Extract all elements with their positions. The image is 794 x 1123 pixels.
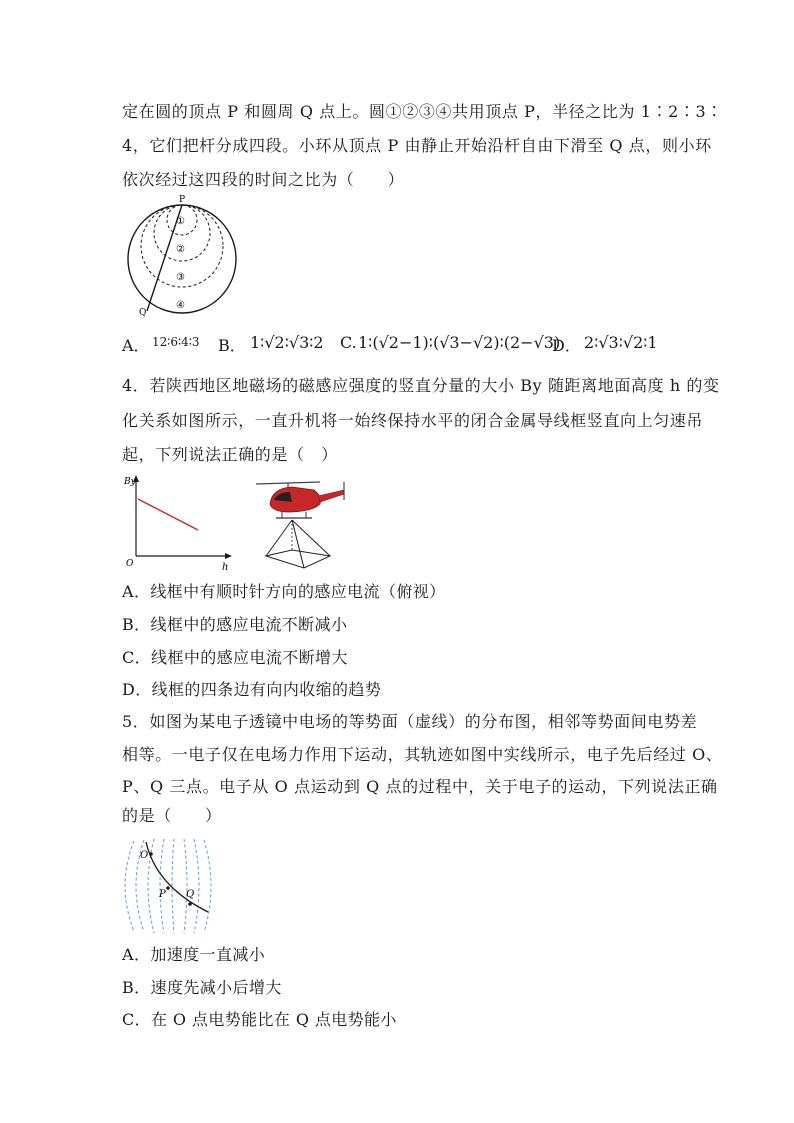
q3-option-d-value: 2∶√3∶√2∶1	[584, 333, 658, 352]
label-q: Q	[186, 889, 195, 900]
x-axis-label: h	[222, 562, 229, 572]
x-axis-arrow	[225, 553, 232, 559]
point-q	[188, 902, 192, 906]
q4-line-3: 起，下列说法正确的是（ ）	[122, 445, 338, 464]
q3-line-3: 依次经过这四段的时间之比为（ ）	[122, 170, 405, 189]
q4-line-2: 化关系如图所示，一直升机将一始终保持水平的闭合金属导线框竖直向上匀速吊	[122, 411, 704, 430]
q4-option-a: A．线框中有顺时针方向的感应电流（俯视）	[122, 582, 446, 601]
label-c4: ④	[176, 300, 185, 311]
q3-line-1: 定在圆的顶点 P 和圆周 Q 点上。圆①②③④共用顶点 P，半径之比为 1∶2∶3∶	[122, 102, 723, 121]
helicopter-tail	[318, 490, 344, 502]
point-p	[166, 886, 170, 890]
label-c2: ②	[176, 244, 185, 255]
q4-line-1: 4．若陕西地区地磁场的磁感应强度的竖直分量的大小 By 随距离地面高度 h 的变	[122, 376, 720, 395]
q3-option-b-label: B．	[218, 336, 246, 355]
q4-option-d: D．线框的四条边有向内收缩的趋势	[122, 680, 382, 699]
q5-line-2: 相等。一电子仅在电场力作用下运动，其轨迹如图中实线所示，电子先后经过 O、	[122, 745, 723, 764]
label-c3: ③	[176, 272, 185, 283]
label-o: O	[140, 850, 149, 861]
q5-option-b: B．速度先减小后增大	[122, 978, 282, 997]
q3-option-d-label: D．	[552, 336, 581, 355]
wire-frame	[266, 550, 330, 568]
q4-option-b: B．线框中的感应电流不断减小	[122, 615, 348, 634]
q5-option-c: C．在 O 点电势能比在 Q 点电势能小	[122, 1010, 397, 1029]
label-c1: ①	[176, 216, 185, 227]
q3-option-c-value: 1∶(√2−1)∶(√3−√2)∶(2−√3)	[358, 333, 561, 352]
q3-circles-figure	[122, 193, 242, 318]
q3-option-a-label: A．	[122, 336, 150, 355]
q3-line-2: 4，它们把杆分成四段。小环从顶点 P 由静止开始沿杆自由下滑至 Q 点，则小环	[122, 136, 712, 155]
q3-option-b-value: 1∶√2∶√3∶2	[250, 333, 324, 352]
q3-option-a-value: 12∶6∶4∶3	[152, 335, 200, 349]
equipotential-lines	[125, 839, 211, 933]
q5-equipotential-figure	[122, 838, 220, 934]
by-h-line	[138, 499, 198, 530]
y-axis-label: By	[124, 477, 136, 487]
origin-label: O	[126, 559, 134, 569]
q3-options	[122, 333, 682, 355]
label-p: P	[159, 889, 166, 900]
q5-line-4: 的是（ ）	[122, 806, 222, 825]
q5-option-a: A．加速度一直减小	[122, 945, 266, 964]
q5-line-3: P、Q 三点。电子从 O 点运动到 Q 点的过程中，关于电子的运动，下列说法正确	[122, 777, 718, 796]
label-p: P	[179, 195, 186, 205]
point-o	[149, 852, 153, 856]
q4-graph	[122, 472, 237, 572]
label-q: Q	[139, 308, 147, 318]
q3-option-c-label: C.	[340, 333, 357, 352]
helicopter-figure	[252, 474, 362, 572]
q4-option-c: C．线框中的感应电流不断增大	[122, 648, 348, 667]
pyramid-edge-2	[292, 520, 304, 568]
q5-line-1: 5．如图为某电子透镜中电场的等势面（虚线）的分布图，相邻等势面间电势差	[122, 712, 698, 731]
